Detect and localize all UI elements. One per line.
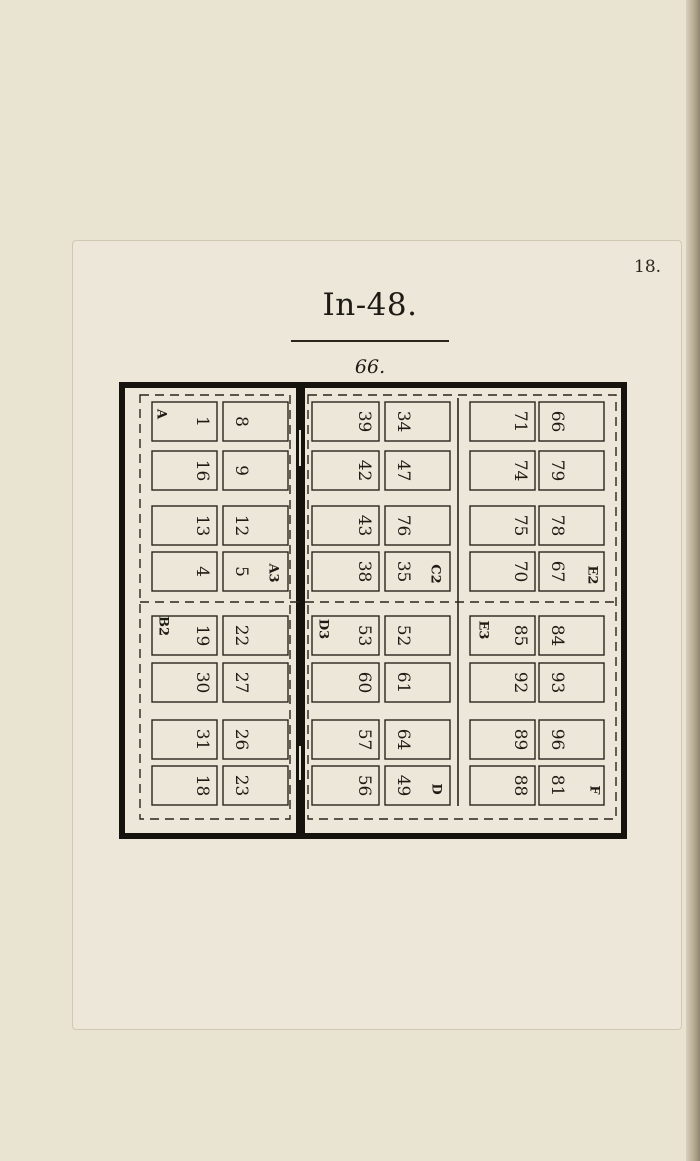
page-number-label: 23 [231,774,251,797]
page-number-label: 85 [510,624,530,647]
dashed-border-left [140,395,290,819]
page-number-label: 70 [510,560,530,583]
page-number-label: 39 [354,410,374,433]
signature-mark: E3 [475,620,491,640]
page-number-label: 76 [393,514,413,537]
signature-mark: D [428,783,444,795]
page-cells [152,402,604,805]
page-number-label: 9 [231,465,251,476]
page-number-label: 26 [231,728,251,751]
page-number-label: 61 [393,671,413,694]
page-number-label: 38 [354,560,374,583]
page-number-label: 66 [547,410,567,433]
page-number-label: 12 [231,514,251,537]
page-title: In-48. [322,287,418,323]
page-number-label: 4 [192,566,212,577]
page-number-label: 18 [192,774,212,797]
page-number-label: 75 [510,514,530,537]
page-number-label: 71 [510,410,530,433]
page-number-label: 60 [354,671,374,694]
page-number-label: 53 [354,624,374,647]
page-number-label: 81 [547,774,567,797]
dashed-border-right [308,395,616,819]
page-number-label: 57 [354,728,374,751]
page-number-label: 92 [510,671,530,694]
signature-mark: A3 [265,563,281,583]
page-number-label: 67 [547,560,567,583]
page-number-label: 22 [231,624,251,647]
signature-mark: A [153,408,169,420]
page-number-label: 16 [192,459,212,482]
signature-mark: B2 [155,615,171,637]
page-number-label: 8 [231,416,251,427]
page-number-label: 31 [192,728,212,751]
page-number-label: 56 [354,774,374,797]
page-number-label: 27 [231,671,251,694]
page-number-label: 19 [192,624,212,647]
page-number-label: 88 [510,774,530,797]
page-number-label: 47 [393,459,413,482]
page-number-label: 5 [231,566,251,577]
page-number-label: 64 [393,728,413,751]
page-number-label: 30 [192,671,212,694]
page-number: 18. [634,257,662,277]
page-number-label: 1 [192,416,212,427]
outer-frame-left [122,385,299,836]
signature-mark: C2 [427,564,443,584]
outer-frame-right [302,385,624,836]
page-number-label: 74 [510,459,530,482]
page-number-label: 89 [510,728,530,751]
page-number-label: 93 [547,671,567,694]
page-number-label: 42 [354,459,374,482]
signature-mark: D3 [315,618,331,640]
signature-mark: E2 [584,565,600,585]
page-number-label: 78 [547,514,567,537]
page-subtitle: 66. [354,356,386,378]
page-number-label: 43 [354,514,374,537]
signature-mark: F [586,785,602,795]
page-number-label: 52 [393,624,413,647]
page-number-label: 35 [393,560,413,583]
page-number-label: 49 [393,774,413,797]
page-number-label: 84 [547,624,567,647]
page-number-label: 13 [192,514,212,537]
page-number-label: 79 [547,459,567,482]
page-number-label: 34 [393,410,413,433]
page-number-label: 96 [547,728,567,751]
